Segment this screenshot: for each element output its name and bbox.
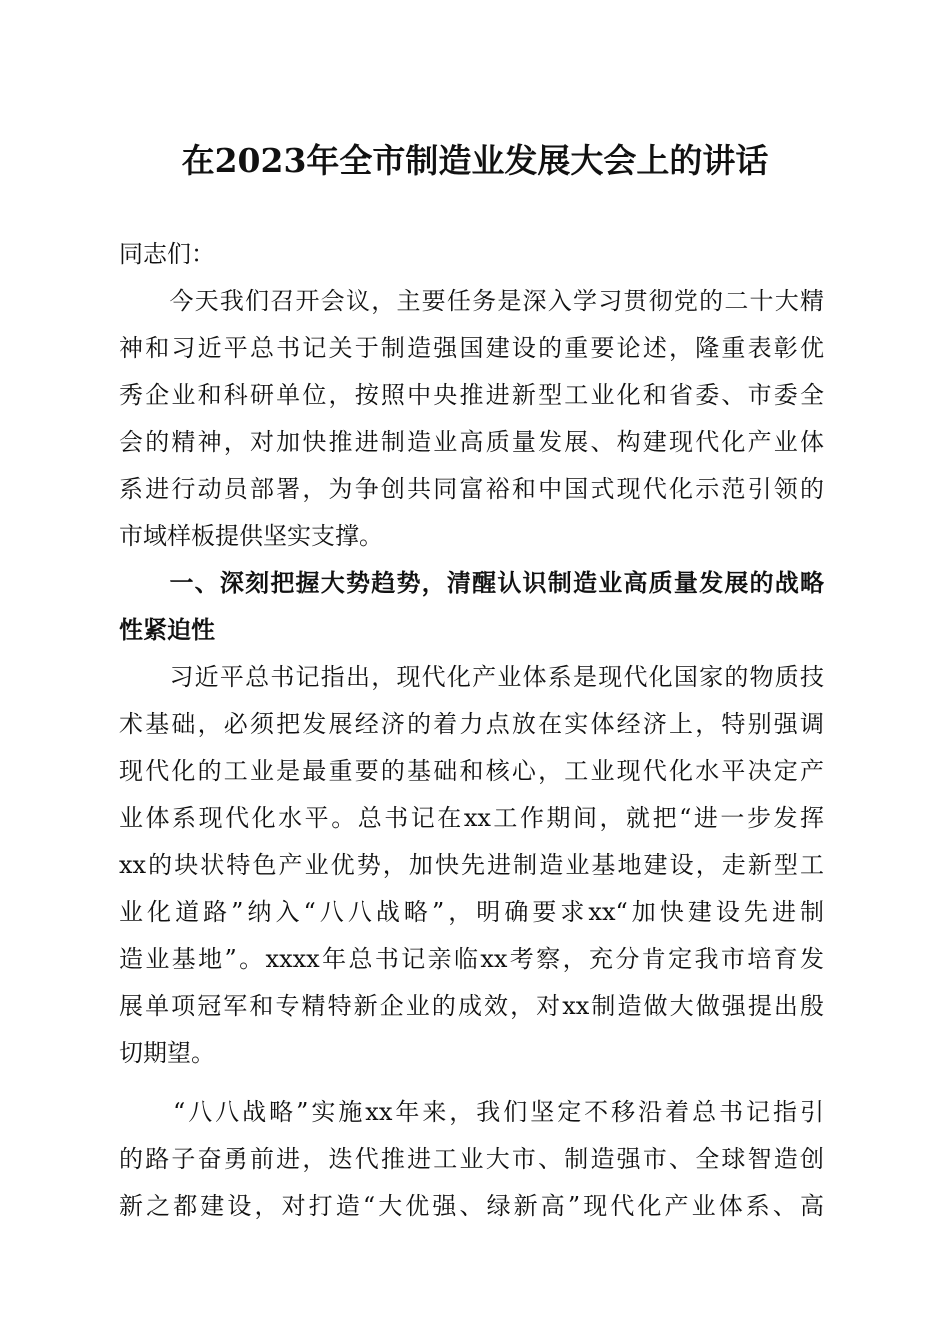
paragraph-line: 习近平总书记指出，现代化产业体系是现代化国家的物质技 — [119, 663, 824, 691]
paragraph-line: 今天我们召开会议，主要任务是深入学习贯彻党的二十大精 — [119, 287, 824, 315]
paragraph-line: 术基础，必须把发展经济的着力点放在实体经济上，特别强调 — [119, 710, 824, 738]
paragraph-line: 业体系现代化水平。总书记在xx工作期间，就把“进一步发挥 — [119, 804, 824, 832]
heading-line: 一、深刻把握大势趋势，清醒认识制造业高质量发展的战略 — [119, 569, 824, 597]
paragraph-line: 系进行动员部署，为争创共同富裕和中国式现代化示范引领的 — [119, 475, 824, 503]
section-heading-1 — [119, 560, 824, 654]
document-body — [119, 231, 824, 1230]
paragraph-line: 秀企业和科研单位，按照中央推进新型工业化和省委、市委全 — [119, 381, 824, 409]
paragraph-line: xx的块状特色产业优势，加快先进制造业基地建设，走新型工 — [119, 851, 824, 879]
paragraph-line: 新之都建设，对打造“大优强、绿新高”现代化产业体系、高 — [119, 1192, 824, 1220]
paragraph-line: 市域样板提供坚实支撑。 — [119, 522, 383, 550]
paragraph-line: 造业基地”。xxxx年总书记亲临xx考察，充分肯定我市培育发 — [119, 945, 824, 973]
paragraph-line: 神和习近平总书记关于制造强国建设的重要论述，隆重表彰优 — [119, 334, 824, 362]
paragraph-gap — [119, 1077, 824, 1089]
paragraph-line: 业化道路”纳入“八八战略”，明确要求xx“加快建设先进制 — [119, 898, 824, 926]
paragraph-line: 会的精神，对加快推进制造业高质量发展、构建现代化产业体 — [119, 428, 824, 456]
paragraph-3 — [119, 1089, 824, 1230]
paragraph-line: 的路子奋勇前进，迭代推进工业大市、制造强市、全球智造创 — [119, 1145, 824, 1173]
paragraph-2 — [119, 654, 824, 1077]
paragraph-line: “八八战略”实施xx年来，我们坚定不移沿着总书记指引 — [119, 1098, 824, 1126]
paragraph-line: 切期望。 — [119, 1039, 215, 1067]
salutation: 同志们： — [119, 240, 215, 268]
heading-line: 性紧迫性 — [119, 616, 215, 644]
paragraph-line: 展单项冠军和专精特新企业的成效，对xx制造做大做强提出殷 — [119, 992, 824, 1020]
paragraph-1 — [119, 278, 824, 560]
document-title: 在2023年全市制造业发展大会上的讲话 — [181, 141, 769, 180]
paragraph-line: 现代化的工业是最重要的基础和核心，工业现代化水平决定产 — [119, 757, 824, 785]
